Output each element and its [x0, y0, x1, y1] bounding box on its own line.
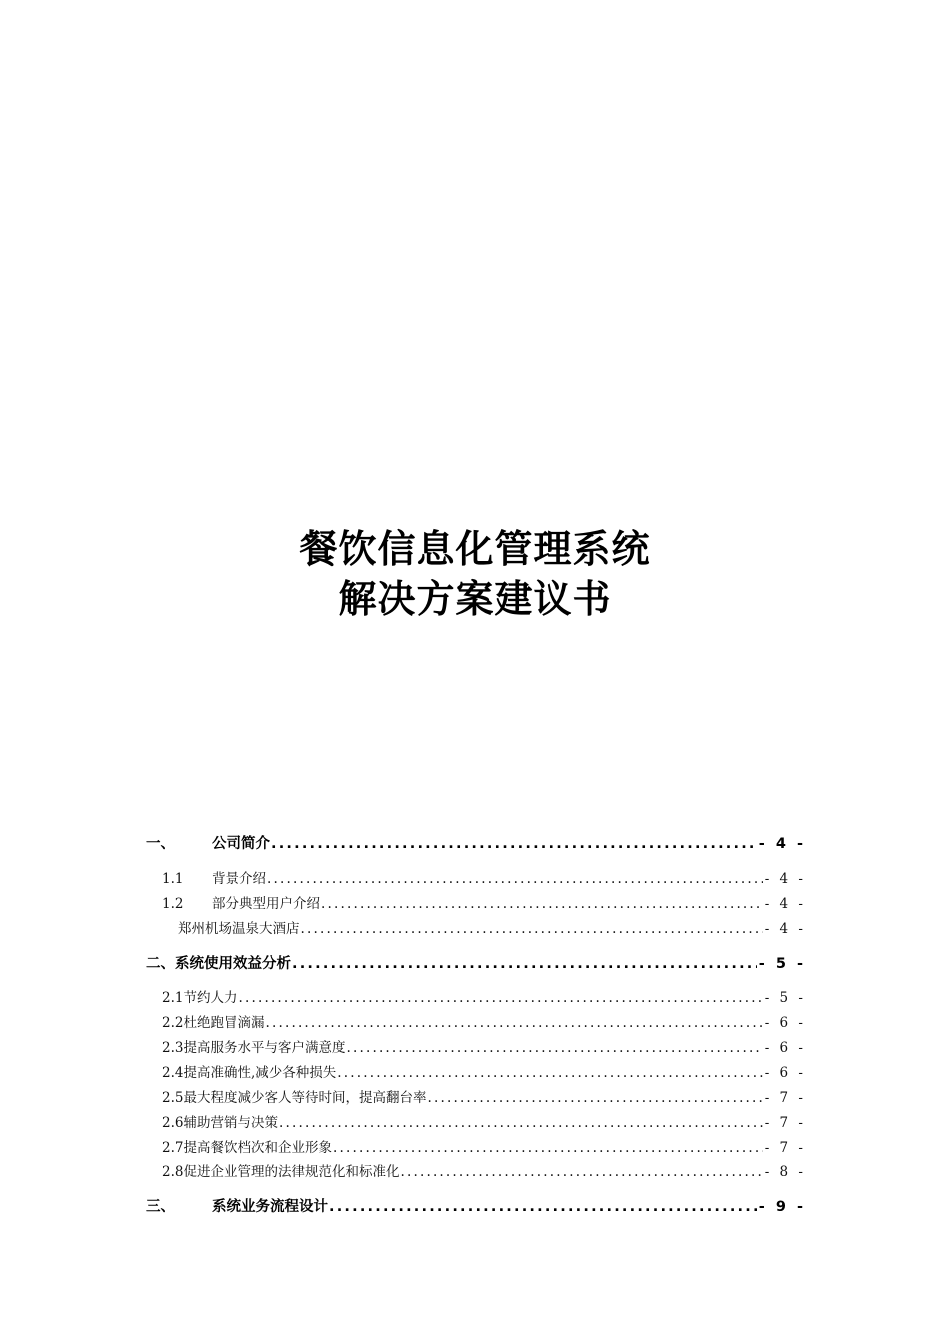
- toc-entry-2-4[interactable]: [162, 1063, 806, 1083]
- document-title-line-1: 餐饮信息化管理系统: [299, 527, 651, 571]
- toc-entry-title: 公司简介: [212, 836, 270, 852]
- toc-leader-dots: [271, 834, 757, 854]
- toc-leader-dots: [321, 894, 763, 914]
- toc-entry-section-3[interactable]: [146, 1197, 806, 1217]
- toc-entry-page: - 6 -: [764, 1040, 806, 1056]
- toc-entry-page: - 4 -: [764, 896, 806, 912]
- toc-entry-2-5[interactable]: [162, 1088, 806, 1108]
- toc-entry-2-7[interactable]: [162, 1138, 806, 1158]
- toc-entry-section-2[interactable]: [146, 954, 806, 974]
- toc-entry-number: 1.2: [162, 896, 184, 912]
- toc-leader-dots: [265, 1013, 762, 1033]
- toc-entry-section-1[interactable]: [146, 834, 806, 854]
- toc-entry-number: 一、: [146, 836, 175, 852]
- toc-entry-page: - 4 -: [758, 836, 806, 852]
- toc-entry-title: 二、系统使用效益分析: [146, 956, 291, 972]
- toc-leader-dots: [279, 1113, 763, 1133]
- toc-entry-2-1[interactable]: [162, 988, 806, 1008]
- toc-leader-dots: [267, 869, 763, 889]
- toc-entry-page: - 7 -: [764, 1090, 806, 1106]
- toc-entry-1-2[interactable]: [162, 894, 806, 914]
- toc-entry-title: 2.7提高餐饮档次和企业形象: [162, 1140, 332, 1156]
- toc-entry-title: 2.3提高服务水平与客户满意度: [162, 1040, 346, 1056]
- toc-entry-1-1[interactable]: [162, 869, 806, 889]
- toc-entry-2-3[interactable]: [162, 1038, 806, 1058]
- toc-entry-number: 三、: [146, 1199, 175, 1215]
- toc-entry-page: - 9 -: [758, 1199, 806, 1215]
- toc-entry-page: - 4 -: [764, 921, 806, 937]
- toc-entry-title: 郑州机场温泉大酒店: [178, 921, 300, 937]
- toc-entry-2-2[interactable]: [162, 1013, 806, 1033]
- toc-entry-number: 1.1: [162, 871, 184, 887]
- toc-entry-title: 2.6辅助营销与决策: [162, 1115, 278, 1131]
- toc-entry-page: - 6 -: [764, 1065, 806, 1081]
- toc-leader-dots: [301, 919, 763, 939]
- toc-entry-title: 2.5最大程度减少客人等待时间，提高翻台率: [162, 1090, 427, 1106]
- toc-leader-dots: [329, 1197, 757, 1217]
- toc-entry-page: - 5 -: [758, 956, 806, 972]
- toc-entry-2-8[interactable]: [162, 1162, 806, 1182]
- toc-leader-dots: [333, 1138, 763, 1158]
- toc-leader-dots: [346, 1038, 762, 1058]
- toc-entry-page: - 4 -: [764, 871, 806, 887]
- toc-leader-dots: [337, 1063, 762, 1083]
- toc-leader-dots: [292, 954, 757, 974]
- toc-entry-page: - 7 -: [764, 1140, 806, 1156]
- toc-entry-title: 2.2杜绝跑冒滴漏: [162, 1015, 265, 1031]
- toc-entry-title: 背景介绍: [212, 871, 266, 887]
- document-title-line-2: 解决方案建议书: [338, 577, 612, 621]
- toc-leader-dots: [400, 1162, 762, 1182]
- toc-entry-page: - 7 -: [764, 1115, 806, 1131]
- toc-leader-dots: [238, 988, 762, 1008]
- toc-leader-dots: [427, 1088, 762, 1108]
- toc-entry-page: - 8 -: [764, 1164, 806, 1180]
- toc-entry-1-2-1[interactable]: [178, 919, 806, 939]
- toc-entry-title: 2.1节约人力: [162, 990, 238, 1006]
- toc-entry-title: 系统业务流程设计: [212, 1199, 328, 1215]
- toc-entry-page: - 5 -: [764, 990, 806, 1006]
- toc-entry-page: - 6 -: [764, 1015, 806, 1031]
- toc-entry-title: 部分典型用户介绍: [212, 896, 320, 912]
- toc-entry-title: 2.8促进企业管理的法律规范化和标准化: [162, 1164, 400, 1180]
- toc-entry-title: 2.4提高准确性,减少各种损失: [162, 1065, 337, 1081]
- toc-entry-2-6[interactable]: [162, 1113, 806, 1133]
